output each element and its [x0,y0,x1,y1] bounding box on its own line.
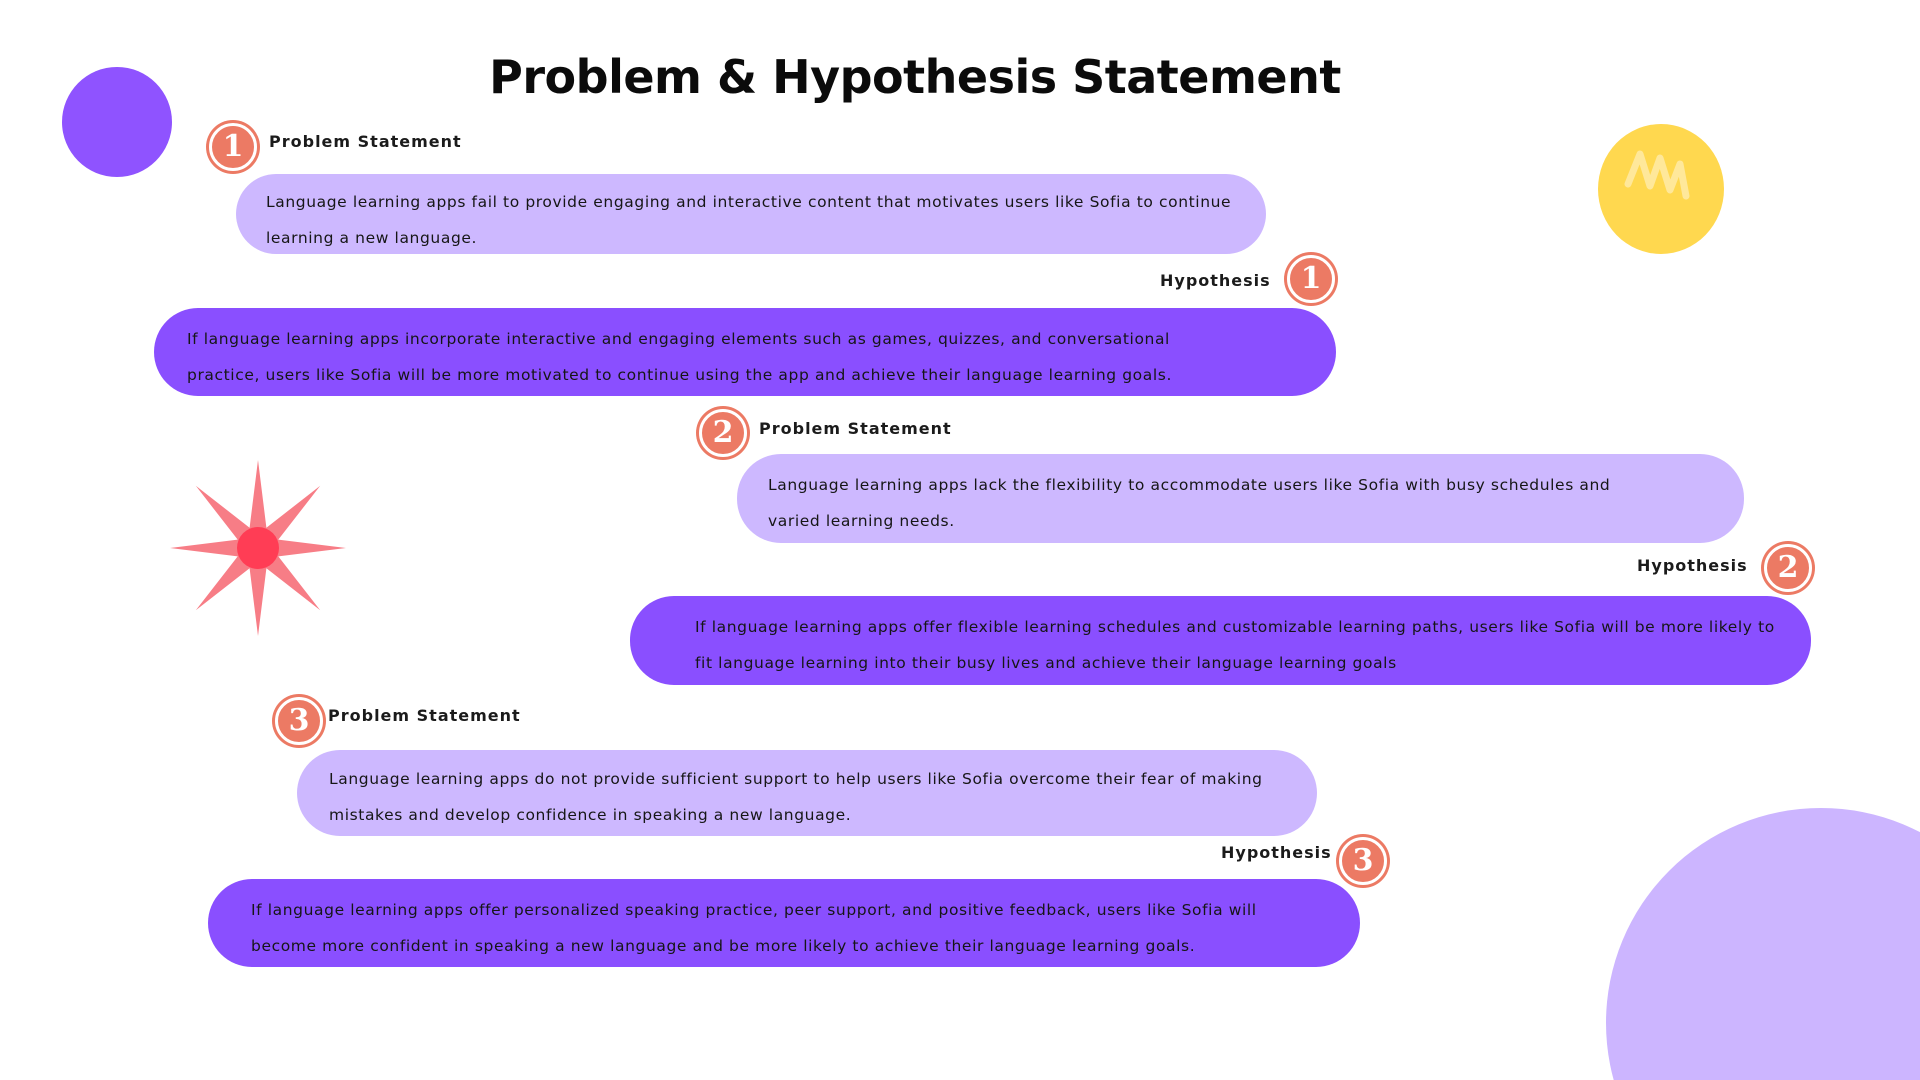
problem-statement-label-1: Problem Statement [269,132,462,151]
lilac-circle-decoration [1606,808,1920,1080]
problem-statement-label-3: Problem Statement [328,706,521,725]
page-title: Problem & Hypothesis Statement [489,50,1341,104]
number-badge-2b: 2 [1764,544,1812,592]
hypothesis-label-1: Hypothesis [1160,271,1271,290]
number-badge-1b: 1 [1287,255,1335,303]
star-icon [168,458,348,638]
number-badge-1: 1 [209,123,257,171]
hypothesis-text-1: If language learning apps incorporate interactive and engaging elements such as games, quizzes, and conversational practice, users like Sofia will be more motivated to continue using the app and achieve their language learning goals. [154,308,1336,396]
problem-statement-text-3: Language learning apps do not provide sufficient support to help users like Sofia overcome their fear of making mistakes and develop confidence in speaking a new language. [297,750,1317,836]
hypothesis-label-2: Hypothesis [1637,556,1748,575]
number-badge-3: 3 [275,697,323,745]
hypothesis-label-3: Hypothesis [1221,843,1332,862]
problem-statement-text-2: Language learning apps lack the flexibility to accommodate users like Sofia with busy schedules and varied learning needs. [737,454,1744,543]
problem-statement-label-2: Problem Statement [759,419,952,438]
number-badge-2: 2 [699,409,747,457]
yellow-scribble-circle-decoration [1598,124,1724,254]
star-center-dot [237,527,279,569]
scribble-icon [1598,124,1724,254]
problem-statement-text-1: Language learning apps fail to provide engaging and interactive content that motivates users like Sofia to continue learning a new language. [236,174,1266,254]
hypothesis-text-3: If language learning apps offer personalized speaking practice, peer support, and positive feedback, users like Sofia will become more confident in speaking a new language and be more likely to achieve their language learning goals. [208,879,1360,967]
hypothesis-text-2: If language learning apps offer flexible learning schedules and customizable learning paths, users like Sofia will be more likely to fit language learning into their busy lives and achieve their language learning goals [630,596,1811,685]
number-badge-3b: 3 [1339,837,1387,885]
